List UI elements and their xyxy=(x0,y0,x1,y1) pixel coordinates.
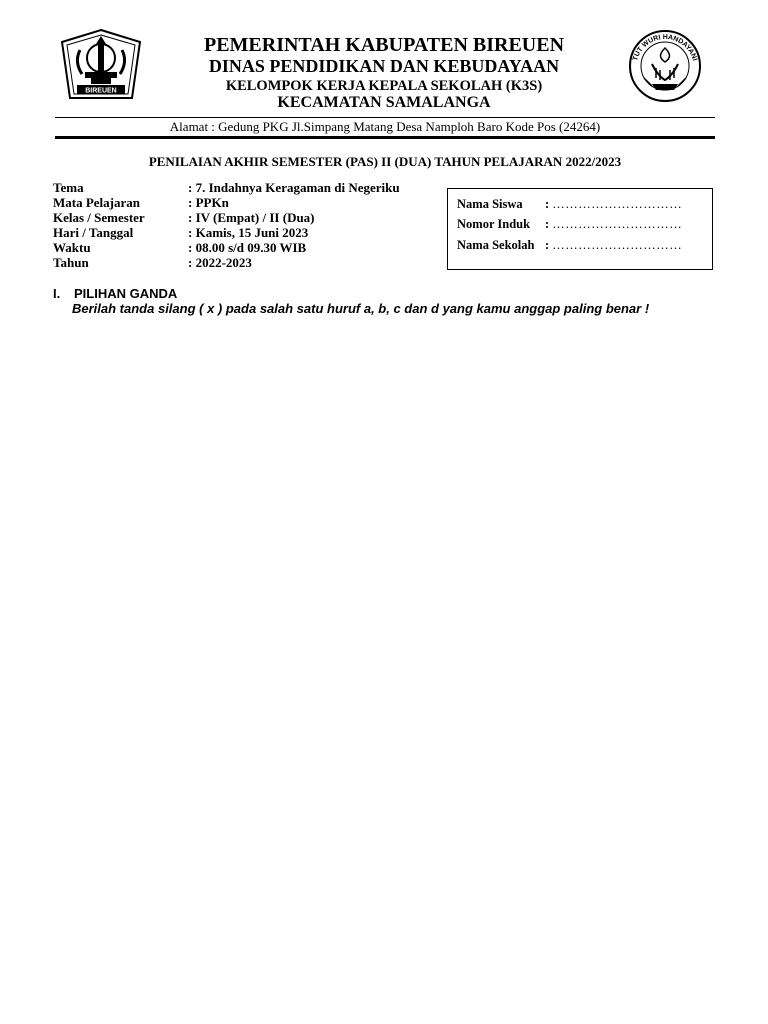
info-value: : IV (Empat) / II (Dua) xyxy=(188,210,315,225)
info-label: Kelas / Semester xyxy=(53,210,145,225)
fill-in-blank[interactable]: ………………………… xyxy=(552,238,683,252)
info-row-class-semester xyxy=(53,210,315,225)
header-divider-thick xyxy=(55,136,715,139)
identity-label: Nama Siswa xyxy=(457,197,523,211)
info-row-subject xyxy=(53,195,229,210)
section-number: I. xyxy=(53,286,61,301)
identity-row-student-number: Nomor Induk : ………………………… xyxy=(457,217,683,231)
info-label: Tahun xyxy=(53,255,89,270)
tut-wuri-handayani-logo xyxy=(622,28,708,102)
info-value: : 2022-2023 xyxy=(188,255,252,270)
identity-row-student-name: Nama Siswa : ………………………… xyxy=(457,197,683,211)
fill-in-blank[interactable]: ………………………… xyxy=(552,197,683,211)
info-row-time xyxy=(53,240,306,255)
header-divider-thin xyxy=(55,117,715,118)
header-address: Alamat : Gedung PKG Jl.Simpang Matang Desa Namploh Baro Kode Pos (24264) xyxy=(169,119,601,134)
svg-text:TUT WURI HANDAYANI: TUT WURI HANDAYANI xyxy=(632,33,698,62)
identity-label: Nama Sekolah xyxy=(457,238,535,252)
header-government-name: PEMERINTAH KABUPATEN BIREUEN xyxy=(203,34,565,56)
info-value: : Kamis, 15 Juni 2023 xyxy=(188,225,309,240)
info-label: Tema xyxy=(53,180,84,195)
info-row-day-date xyxy=(53,225,308,240)
info-label: Hari / Tanggal xyxy=(53,225,134,240)
info-value: : PPKn xyxy=(188,195,229,210)
info-row-theme xyxy=(53,180,400,195)
fill-in-blank[interactable]: ………………………… xyxy=(552,217,683,231)
identity-row-school-name: Nama Sekolah : ………………………… xyxy=(457,238,683,252)
section-instruction: Berilah tanda silang ( x ) pada salah satu huruf a, b, c dan d yang kamu anggap paling benar ! xyxy=(72,301,650,316)
header-department-name: DINAS PENDIDIKAN DAN KEBUDAYAAN xyxy=(208,56,560,76)
svg-text:BIREUEN: BIREUEN xyxy=(85,87,117,95)
info-value: : 08.00 s/d 09.30 WIB xyxy=(188,240,307,255)
header-district: KECAMATAN SAMALANGA xyxy=(277,94,491,111)
bireuen-emblem-logo xyxy=(60,28,142,102)
header-working-group: KELOMPOK KERJA KEPALA SEKOLAH (K3S) xyxy=(225,78,543,94)
info-row-year xyxy=(53,255,252,270)
info-value: : 7. Indahnya Keragaman di Negeriku xyxy=(188,180,400,195)
student-identity-box xyxy=(447,188,713,270)
exam-title: PENILAIAN AKHIR SEMESTER (PAS) II (DUA) TAHUN PELAJARAN 2022/2023 xyxy=(148,154,622,169)
info-label: Mata Pelajaran xyxy=(53,195,141,210)
section-title: PILIHAN GANDA xyxy=(74,286,178,301)
identity-label: Nomor Induk xyxy=(457,217,531,231)
info-label: Waktu xyxy=(53,240,91,255)
section-heading xyxy=(53,286,177,301)
